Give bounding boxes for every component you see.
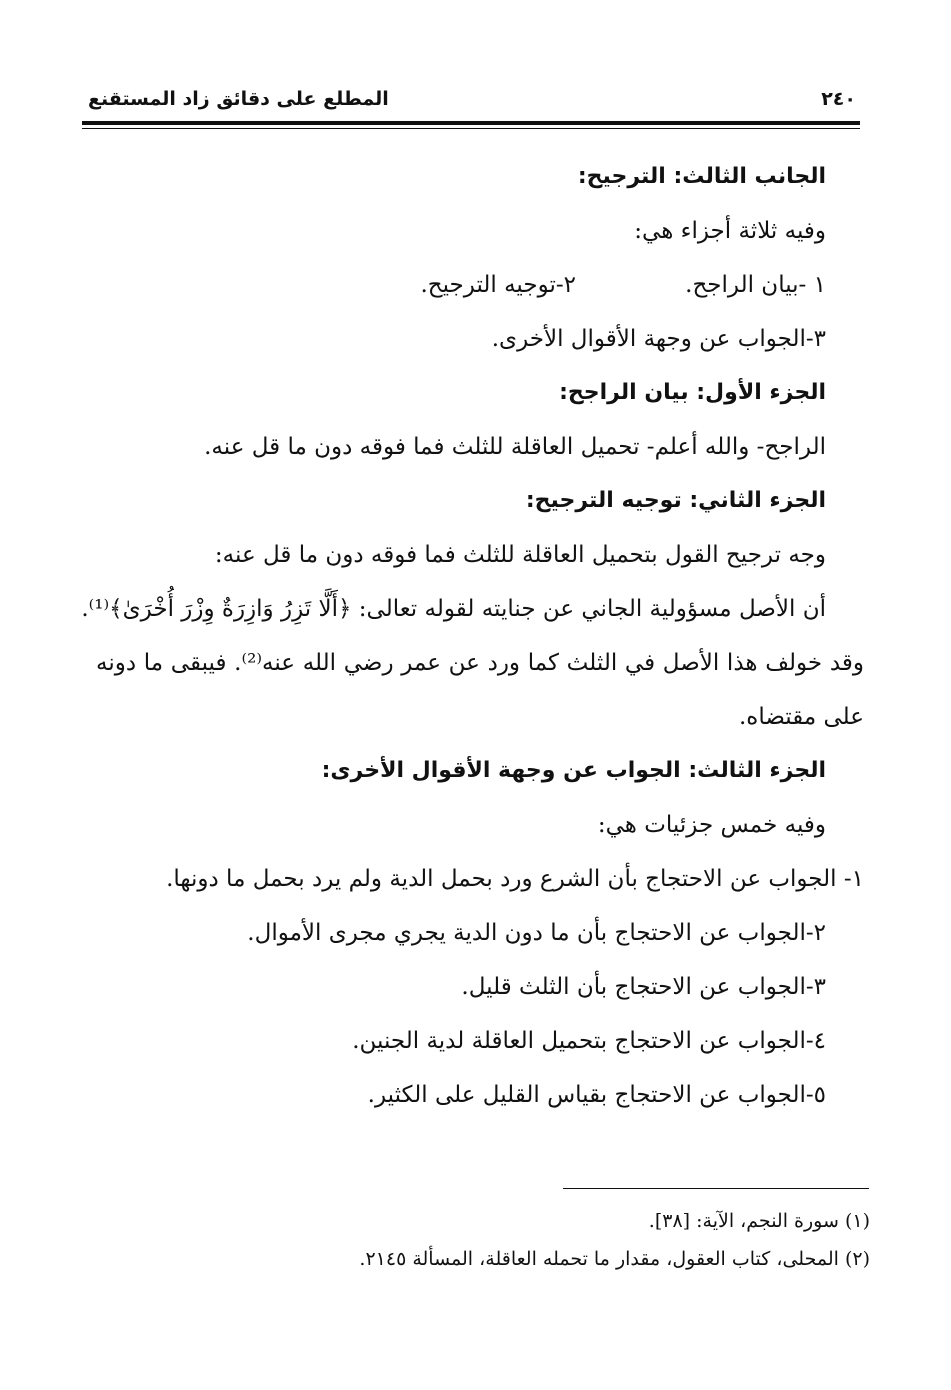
part1-heading: الجزء الأول: بيان الراجح: [559,380,826,405]
book-title: المطلع على دقائق زاد المستقنع [88,88,389,110]
header-rule-thin [82,128,860,129]
footnote-rule [563,1188,869,1189]
answer-5: ٥-الجواب عن الاحتجاج بقياس القليل على الكثير. [367,1082,826,1108]
answer-3: ٣-الجواب عن الاحتجاج بأن الثلث قليل. [461,974,826,1000]
section-heading: الجانب الثالث: الترجيح: [577,164,826,189]
answer-1: ١- الجواب عن الاحتجاج بأن الشرع ورد بحمل الدية ولم يرد بحمل ما دونها. [166,866,864,892]
part3-intro: وفيه خمس جزئيات هي: [597,812,826,838]
running-header [88,88,860,118]
answer-2: ٢-الجواب عن الاحتجاج بأن ما دون الدية يجري مجرى الأموال. [247,920,826,946]
header-rule-thick [82,121,860,125]
page-number: ٢٤٠ [821,88,856,110]
item-2: ٢-توجيه الترجيح. [420,272,576,298]
part1-text: الراجح- والله أعلم- تحميل العاقلة للثلث فما فوقه دون ما قل عنه. [204,434,826,460]
part2-line-1: وجه ترجيح القول بتحميل العاقلة للثلث فما فوقه دون ما قل عنه: [214,542,826,568]
footnotes [300,1202,870,1278]
footnote-1: (١) سورة النجم، الآية: [٣٨]. [648,1210,870,1232]
intro-line: وفيه ثلاثة أجزاء هي: [634,218,826,244]
part2-line-3: وقد خولف هذا الأصل في الثلث كما ورد عن عمر رضي الله عنه⁽²⁾. فيبقى ما دونه على مقتضاه. [96,650,864,730]
footnote-2: (٢) المحلى، كتاب العقول، مقدار ما تحمله العاقلة، المسألة ٢١٤٥. [359,1248,870,1270]
item-3: ٣-الجواب عن وجهة الأقوال الأخرى. [491,326,826,352]
item-1: ١ -بيان الراجح. [685,272,826,298]
answer-4: ٤-الجواب عن الاحتجاج بتحميل العاقلة لدية الجنين. [352,1028,826,1054]
main-text [81,150,864,1122]
part2-heading: الجزء الثاني: توجيه الترجيح: [525,488,826,513]
part3-heading: الجزء الثالث: الجواب عن وجهة الأقوال الأخرى: [321,758,826,783]
part2-line-2: أن الأصل مسؤولية الجاني عن جنايته لقوله تعالى: ﴿أَلَّا تَزِرُ وَازِرَةٌ وِزْرَ أُخْرَىٰ﴾⁽¹⁾. [81,596,826,622]
items-row [96,258,826,312]
